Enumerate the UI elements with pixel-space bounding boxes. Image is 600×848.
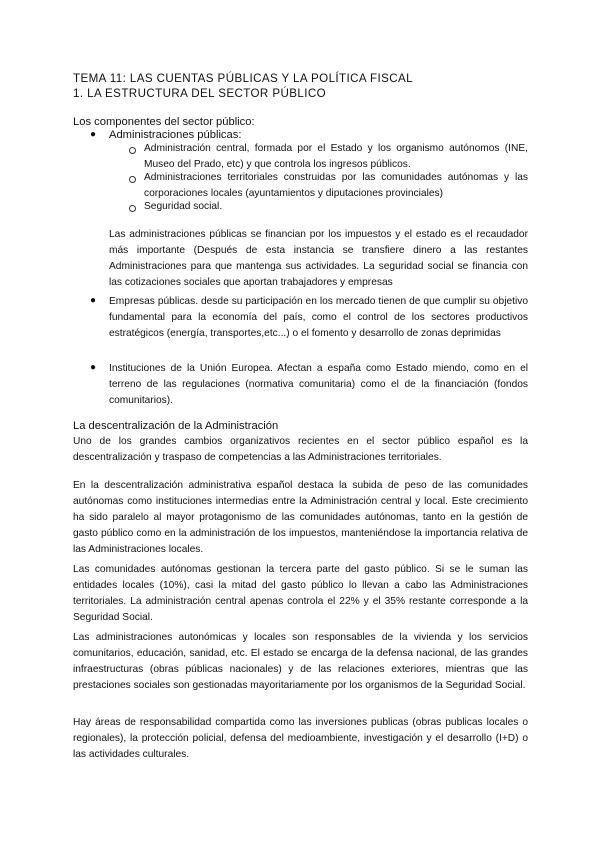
admin-financiacion-note: Las administraciones públicas se financian por los impuestos y el estado es el recaudador más importante (Después de esta instancia se transfiere dinero a las restantes Administraciones para que mantenga sus actividades. La seguridad social se financia con las cotizaciones sociales que aportan trabajadores y empresas — [109, 229, 528, 288]
sub-item-admin-central: Administración central, formada por el Estado y los organismo autónomos (INE, Museo del Prado, etc) y que controla los ingresos públicos. — [144, 143, 528, 170]
bullet-dot: ● — [90, 295, 97, 306]
bullet-dot: ● — [90, 362, 97, 373]
paragraph: Uno de los grandes cambios organizativos recientes en el sector público español es la descentralización y traspaso de competencias a las Administraciones territoriales. — [73, 436, 528, 463]
descentralizacion-heading: La descentralización de la Administración — [73, 420, 279, 432]
document-title: TEMA 11: LAS CUENTAS PÚBLICAS Y LA POLÍTICA FISCAL — [73, 72, 414, 85]
admin-publicas-label: Administraciones públicas: — [109, 129, 242, 141]
sub-bullet-circle — [129, 176, 136, 183]
paragraph: En la descentralización administrativa español destaca la subida de peso de las comunidades autónomas como instituciones intermedias entre la Administración central y local. Este crecimiento ha sido paralelo al mayor protagonismo de las comunidades autónomas, tanto en la gestión de gasto público como en la administración de los impuestos, manteniéndose la importancia relativa de las Administraciones locales. — [73, 480, 528, 555]
instituciones-ue-item: Instituciones de la Unión Europea. Afectan a españa como Estado miendo, como en el terreno de las regulaciones (normativa comunitaria) como el de la financiación (fondos comunitarios). — [109, 363, 528, 406]
sub-item-admin-territoriales: Administraciones territoriales construidas por las comunidades autónomas y las corporaciones locales (ayuntamientos y diputaciones provinciales) — [144, 172, 528, 199]
bullet-dot: ● — [90, 129, 97, 140]
sub-bullet-circle — [129, 147, 136, 154]
paragraph: Hay áreas de responsabilidad compartida como las inversiones publicas (obras publicas locales o regionales), la protección policial, defensa del medioambiente, investigación y el desarrollo (I+D) o las actividades culturales. — [73, 717, 528, 760]
components-intro: Los componentes del sector público: — [73, 116, 255, 128]
section-title: 1. LA ESTRUCTURA DEL SECTOR PÚBLICO — [73, 87, 327, 100]
sub-item-seguridad-social: Seguridad social. — [144, 201, 223, 212]
paragraph: Las comunidades autónomas gestionan la tercera parte del gasto público. Si se le suman las entidades locales (10%), casi la mitad del gasto público lo llevan a cabo las Administraciones territoriales. La administración central apenas controla el 22% y el 35% restante corresponde a la Seguridad Social. — [73, 564, 528, 623]
empresas-publicas-item: Empresas públicas. desde su participación en los mercado tienen de que cumplir su objetivo fundamental para la economía del país, como el control de los sectores productivos estratégicos (energía, transportes,etc...) o el fomento y desarrollo de zonas deprimidas — [109, 296, 528, 339]
paragraph: Las administraciones autonómicas y locales son responsables de la vivienda y los servicios comunitarios, educación, sanidad, etc. El estado se encarga de la defensa nacional, de las grandes infraestructuras (obras públicas nacionales) y de las relaciones exteriores, mientras que las prestaciones sociales son gestionadas mayoritariamente por los organismos de la Seguridad Social. — [73, 632, 528, 691]
sub-bullet-circle — [129, 205, 136, 212]
